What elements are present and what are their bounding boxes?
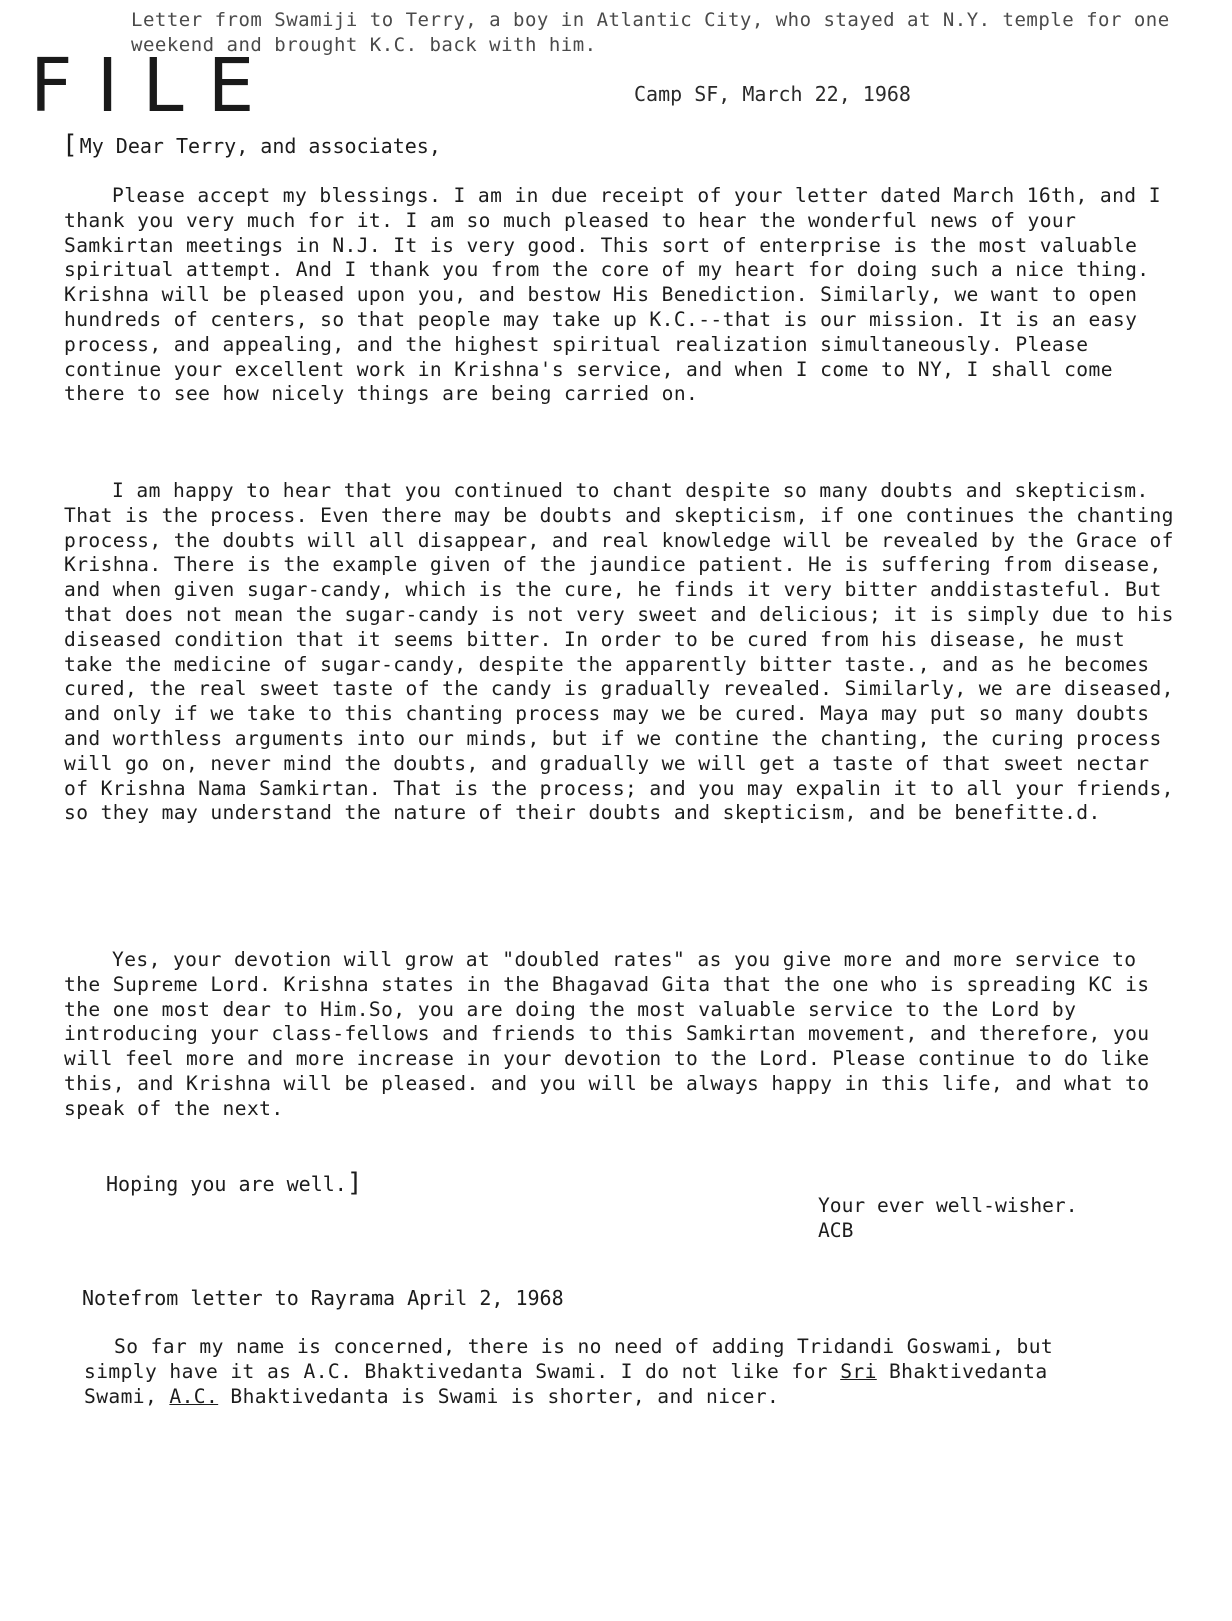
note-paragraph: [84, 1334, 1094, 1409]
salutation-text: My Dear Terry, and associates,: [79, 134, 441, 158]
header-note: Letter from Swamiji to Terry, a boy in Atlantic City, who stayed at N.Y. temple for one weekend and brought K.C. back with him.: [131, 9, 1170, 56]
note-sri-underlined: Sri: [840, 1360, 877, 1383]
open-bracket-mark: [: [62, 130, 78, 160]
note-ac-underlined: A.C.: [169, 1385, 219, 1408]
note-text-after: Bhaktivedanta is Swami is shorter, and nicer.: [218, 1385, 780, 1408]
note-text-middle: Bhaktivedanta Swami,: [84, 1360, 1048, 1408]
dateline: Camp SF, March 22, 1968: [634, 82, 911, 106]
body-paragraph-2: I am happy to hear that you continued to chant despite so many doubts and skepticism. That is the process. Even there may be doubts and skepticism, if one continues the chanting process, the doubts will all disappear, and real knowledge will be revealed by the Grace of Krishna. There is the example given of the jaundice patient. He is suffering from disease, and when given sugar-candy, which is the cure, he finds it very bitter anddistasteful. But that does not mean the sugar-candy is not very sweet and delicious; it is simply due to his diseased condition that it seems bitter. In order to be cured from his disease, he must take the medicine of sugar-candy, despite the apparently bitter taste., and as he becomes cured, the real sweet taste of the candy is gradually revealed. Similarly, we are diseased, and only if we take to this chanting process may we be cured. Maya may put so many doubts and worthless arguments into our minds, but if we contine the chanting, the curing process will go on, never mind the doubts, and gradually we will get a taste of that sweet nectar of Krishna Nama Samkirtan. That is the process; and you may expalin it to all your friends, so they may understand the nature of their doubts and skepticism, and be benefitte.d.: [64, 479, 1174, 825]
body-paragraph-1: Please accept my blessings. I am in due receipt of your letter dated March 16th, and I thank you very much for it. I am so much pleased to hear the wonderful news of your Samkirtan meetings in N.J. It is very good. This sort of enterprise is the most valuable spiritual attempt. And I thank you from the core of my heart for doing such a nice thing. Krishna will be pleased upon you, and bestow His Benediction. Similarly, we want to open hundreds of centers, so that people may take up K.C.--that is our mission. It is an easy process, and appealing, and the highest spiritual realization simultaneously. Please continue your excellent work in Krishna's service, and when I come to NY, I shall come there to see how nicely things are being carried on.: [64, 184, 1161, 406]
close-bracket-mark: ]: [346, 1168, 363, 1198]
note-heading: Notefrom letter to Rayrama April 2, 1968: [82, 1286, 564, 1310]
signoff-initials: ACB: [818, 1218, 854, 1242]
salutation: [62, 130, 441, 160]
file-stamp: FILE: [30, 43, 279, 129]
closing-text: Hoping you are well.: [106, 1172, 347, 1196]
signoff-greeting: Your ever well-wisher.: [818, 1194, 1078, 1217]
note-text-before: So far my name is concerned, there is no need of adding Tridandi Goswami, but simply have it as A.C. Bhaktivedanta Swami. I do not like for: [84, 1335, 1054, 1383]
closing-line: [106, 1168, 362, 1198]
body-paragraph-3: Yes, your devotion will grow at "doubled rates" as you give more and more service to the Supreme Lord. Krishna states in the Bhagavad Gita that the one who is spreading KC is the one most dear to Him.So, you are doing the most valuable service to the Lord by introducing your class-fellows and friends to this Samkirtan movement, and therefore, you will feel more and more increase in your devotion to the Lord. Please continue to do like this, and Krishna will be pleased. and you will be always happy in this life, and what to speak of the next.: [64, 948, 1150, 1120]
signoff: [818, 1194, 1078, 1244]
